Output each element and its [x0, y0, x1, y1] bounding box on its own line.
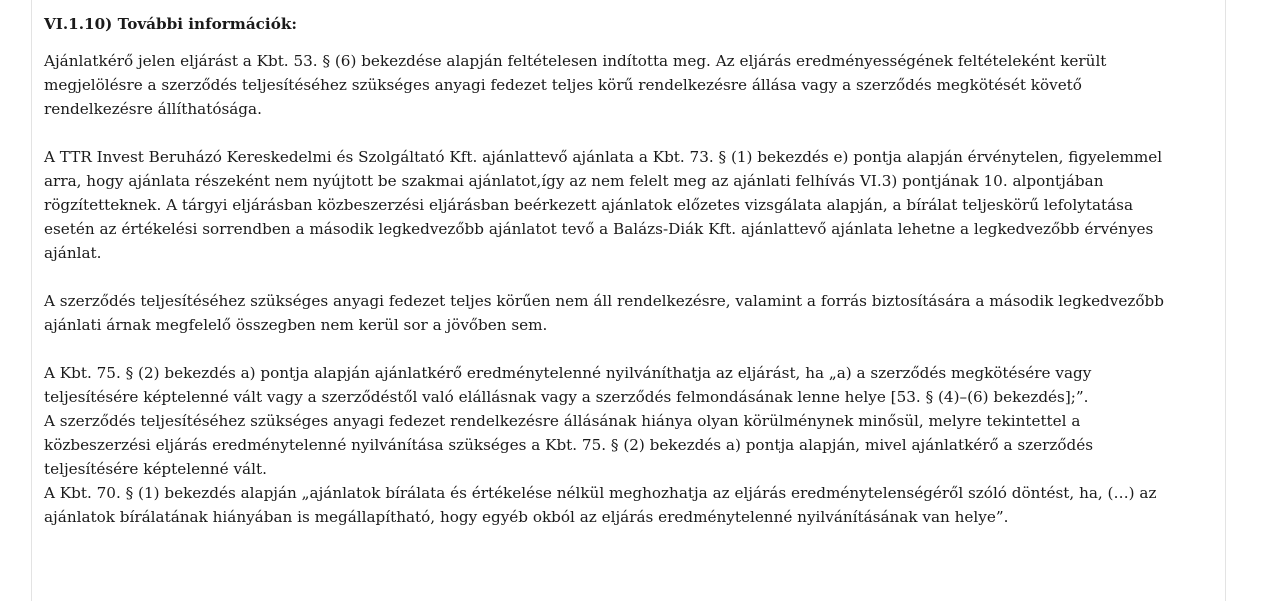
paragraph-kbt-70: A Kbt. 70. § (1) bekezdés alapján „ajánlatok bírálata és értékelése nélkül meghozhatja az eljárás eredménytelenségéről szóló döntést, ha, (…) az ajánlatok bírálatának hiányában is megállapítható, hogy egyéb okból az eljárás eredménytelenné nyilvánításának van helye”. [44, 484, 1157, 526]
paragraph-conditional-procedure: Ajánlatkérő jelen eljárást a Kbt. 53. § (6) bekezdése alapján feltételesen indította meg. Az eljárás eredményességének feltételeként került megjelölésre a szerződés teljesítéséhez szükséges anyagi fedezet teljes körű rendelkezésre állása vagy a szerződés megkötését követő rendelkezésre állíthatósága. [44, 52, 1107, 118]
paragraph-spacer [44, 265, 1184, 289]
paragraph-invalid-bid: A TTR Invest Beruházó Kereskedelmi és Szolgáltató Kft. ajánlattevő ajánlata a Kbt. 73. § (1) bekezdés e) pontja alapján érvénytelen, figyelemmel arra, hogy ajánlata részeként nem nyújtott be szakmai ajánlatot,így az nem felelt meg az ajánlati felhívás VI.3) pontjának 10. alpontjában rögzítetteknek. A tárgyi eljárásban közbeszerzési eljárásban beérkezett ajánlatok előzetes vizsgálata alapján, a bírálat teljeskörű lefolytatása esetén az értékelési sorrendben a második legkedvezőbb ajánlatot tevő a Balázs-Diák Kft. ajánlattevő ajánlata lehetne a legkedvezőbb érvényes ajánlat. [44, 148, 1163, 262]
section-content [44, 11, 1184, 529]
paragraph-spacer [44, 121, 1184, 145]
paragraph-funding-absence: A szerződés teljesítéséhez szükséges anyagi fedezet rendelkezésre állásának hiánya olyan körülménynek minősül, melyre tekintettel a közbeszerzési eljárás eredménytelenné nyilvánítása szükséges a Kbt. 75. § (2) bekezdés a) pontja alapján, mivel ajánlatkérő a szerződés teljesítésére képtelenné vált. [44, 412, 1094, 478]
paragraph-funding: A szerződés teljesítéséhez szükséges anyagi fedezet teljes körűen nem áll rendelkezésre, valamint a forrás biztosítására a második legkedvezőbb ajánlati árnak megfelelő összegben nem kerül sor a jövőben sem. [44, 292, 1164, 334]
paragraph-spacer [44, 337, 1184, 361]
paragraph-kbt-75: A Kbt. 75. § (2) bekezdés a) pontja alapján ajánlatkérő eredménytelenné nyilváníthatja az eljárást, ha „a) a szerződés megkötésére vagy teljesítésére képtelenné vált vagy a szerződéstől való elállásnak vagy a szerződés felmondásának lenne helye [53. § (4)–(6) bekezdés];”. [44, 364, 1092, 406]
section-heading: VI.1.10) További információk: [44, 15, 297, 33]
